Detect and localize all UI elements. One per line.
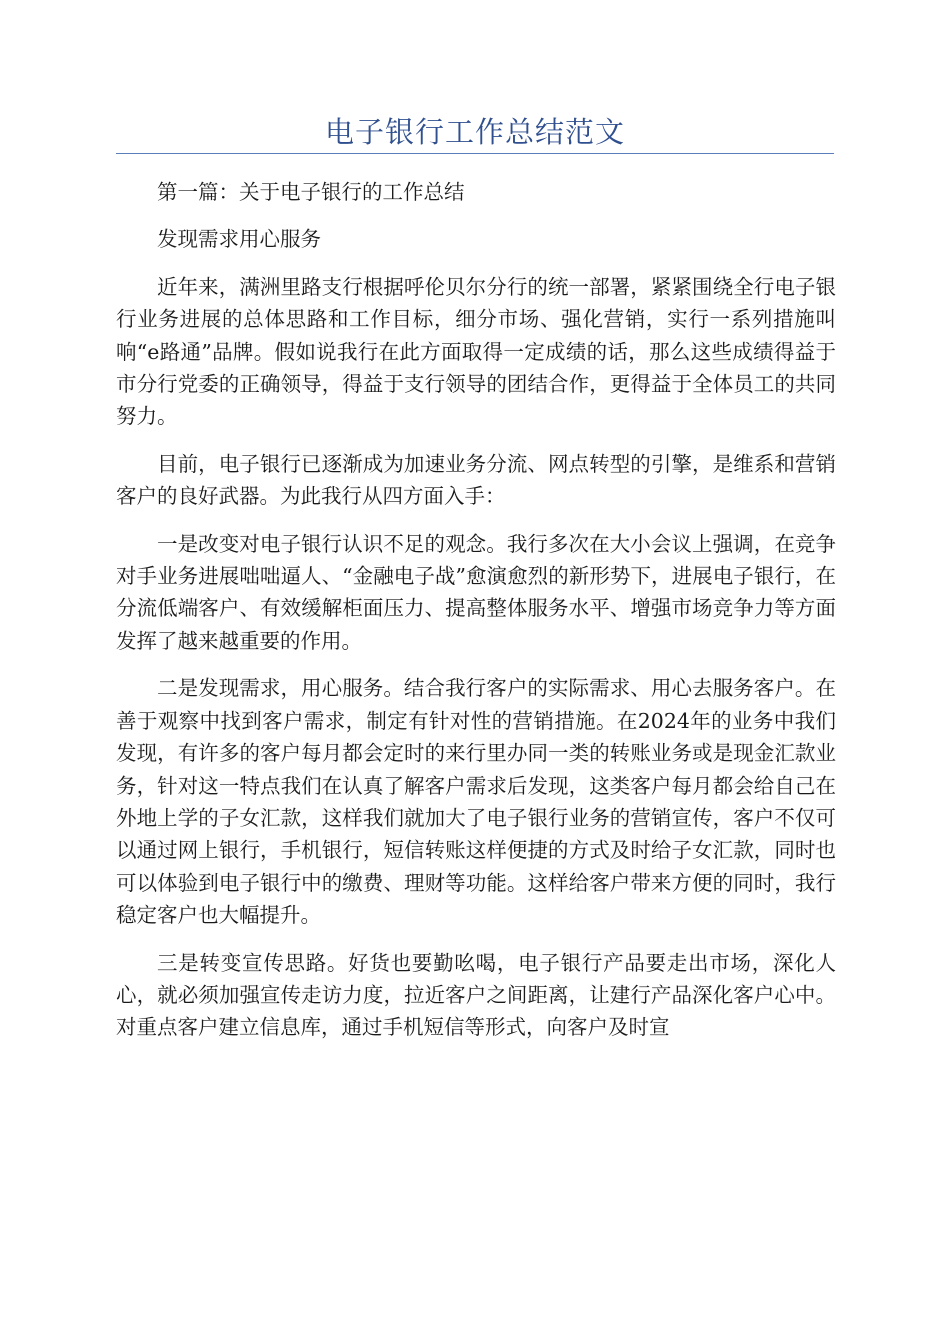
paragraph-1: 近年来，满洲里路支行根据呼伦贝尔分行的统一部署，紧紧围绕全行电子银行业务进展的总体思路和工作目标，细分市场、强化营销，实行一系列措施叫响“e路通”品牌。假如说我行在此方面取得一定成绩的话，那么这些成绩得益于市分行党委的正确领导，得益于支行领导的团结合作，更得益于全体员工的共同努力。 [116,274,836,429]
document-title: 电子银行工作总结范文 [324,115,625,149]
document-body [116,176,836,1059]
title-underline [116,153,834,154]
paragraph-4: 二是发现需求，用心服务。结合我行客户的实际需求、用心去服务客户。在善于观察中找到客户需求，制定有针对性的营销措施。在2024年的业务中我们发现，有许多的客户每月都会定时的来行里办同一类的转账业务或是现金汇款业务，针对这一特点我们在认真了解客户需求后发现，这类客户每月都会给自己在外地上学的子女汇款，这样我们就加大了电子银行业务的营销宣传，客户不仅可以通过网上银行，手机银行，短信转账这样便捷的方式及时给子女汇款，同时也可以体验到电子银行中的缴费、理财等功能。这样给客户带来方便的同时，我行稳定客户也大幅提升。 [116,676,836,928]
paragraph-3: 一是改变对电子银行认识不足的观念。我行多次在大小会议上强调，在竞争对手业务进展咄咄逼人、“金融电子战”愈演愈烈的新形势下，进展电子银行，在分流低端客户、有效缓解柜面压力、提高整体服务水平、增强市场竞争力等方面发挥了越来越重要的作用。 [116,531,836,653]
subheading: 发现需求用心服务 [157,227,321,252]
section-heading: 第一篇：关于电子银行的工作总结 [157,180,465,204]
paragraph-5: 三是转变宣传思路。好货也要勤吆喝，电子银行产品要走出市场，深化人心，就必须加强宣传走访力度，拉近客户之间距离，让建行产品深化客户心中。对重点客户建立信息库，通过手机短信等形式，向客户及时宣 [116,950,836,1040]
paragraph-2: 目前，电子银行已逐渐成为加速业务分流、网点转型的引擎，是维系和营销客户的良好武器。为此我行从四方面入手： [116,451,836,509]
